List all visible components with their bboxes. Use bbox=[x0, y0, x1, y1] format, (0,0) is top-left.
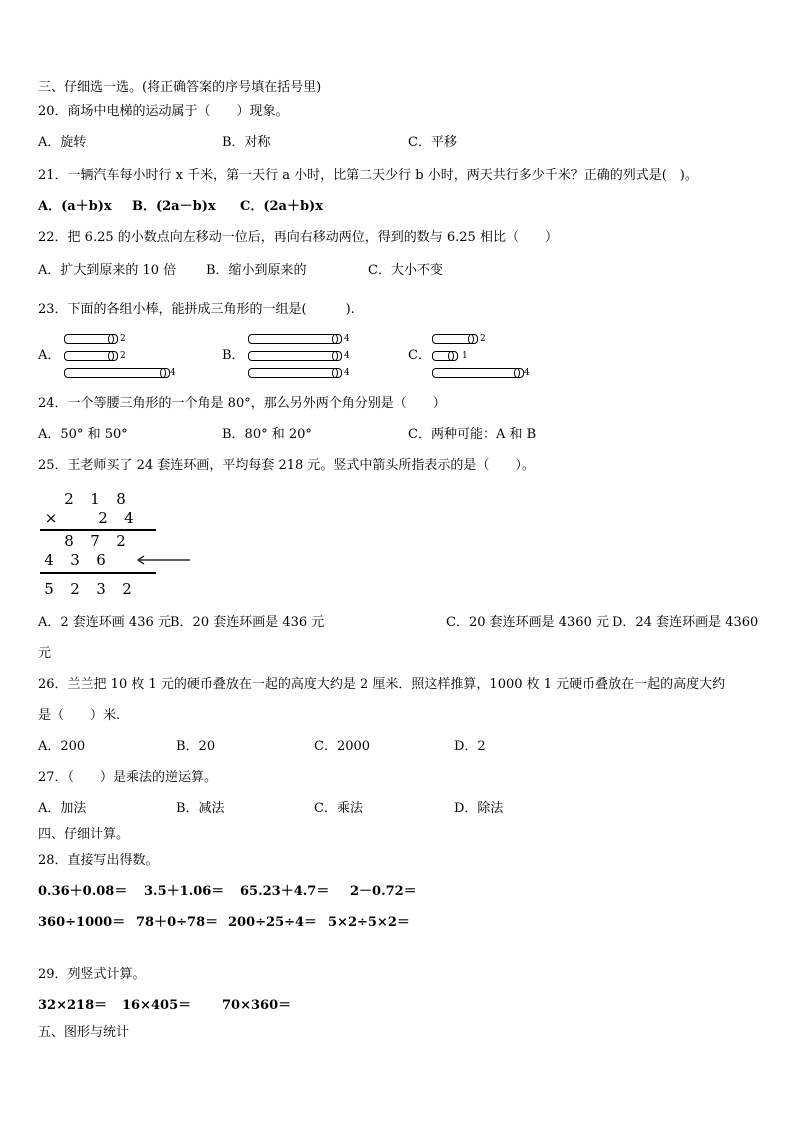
q20-option-a[interactable]: A．旋转 bbox=[38, 135, 87, 150]
stick-c3-length: 4 bbox=[524, 368, 530, 378]
q23-option-a[interactable] bbox=[38, 332, 188, 382]
q29-text: 29．列竖式计算。 bbox=[38, 967, 146, 982]
q21-option-a[interactable]: A．(a＋b)x bbox=[38, 199, 112, 214]
q28-item-6: 78＋0÷78＝ bbox=[136, 915, 219, 930]
q24-option-c[interactable]: C．两种可能：A 和 B bbox=[408, 427, 537, 442]
calc-line-2 bbox=[40, 572, 156, 574]
stick-a2-length: 2 bbox=[120, 351, 126, 361]
calc-r1-d2: 1 bbox=[90, 490, 100, 508]
calc-r5-d2: 2 bbox=[70, 580, 80, 598]
calc-line-1 bbox=[40, 529, 156, 531]
section5-title: 五、图形与统计 bbox=[38, 1025, 130, 1040]
stick-c2-length: 1 bbox=[462, 351, 468, 361]
calc-r3-d3: 2 bbox=[116, 532, 126, 550]
q22-option-a[interactable]: A．扩大到原来的 10 倍 bbox=[38, 263, 177, 278]
stick-c1 bbox=[432, 334, 478, 344]
section4-title: 四、仔细计算。 bbox=[38, 827, 130, 842]
calc-r2-d1: 2 bbox=[98, 509, 108, 527]
q28-item-2: 3.5＋1.06＝ bbox=[144, 884, 225, 899]
q26-option-c[interactable]: C．2000 bbox=[314, 739, 371, 754]
q28-item-4: 2－0.72＝ bbox=[350, 884, 417, 899]
q20-option-b[interactable]: B．对称 bbox=[222, 135, 271, 150]
calc-r3-d1: 8 bbox=[64, 532, 74, 550]
q21-option-c[interactable]: C．(2a＋b)x bbox=[240, 199, 323, 214]
q28-item-1: 0.36＋0.08＝ bbox=[38, 884, 128, 899]
stick-a1-length: 2 bbox=[120, 334, 126, 344]
calc-r4-d2: 3 bbox=[70, 551, 80, 569]
arrow-icon bbox=[134, 554, 192, 566]
stick-b2-length: 4 bbox=[344, 351, 350, 361]
stick-b1 bbox=[248, 334, 342, 344]
q25-option-a[interactable]: A．2 套连环画 436 元 bbox=[38, 615, 171, 630]
q23-option-a-label: A． bbox=[38, 348, 61, 363]
q20-text: 20．商场中电梯的运动属于（ ）现象。 bbox=[38, 104, 289, 119]
q21-option-b[interactable]: B．(2a－b)x bbox=[132, 199, 216, 214]
q23-text: 23．下面的各组小棒，能拼成三角形的一组是( ). bbox=[38, 302, 355, 317]
q25-option-c[interactable]: C．20 套连环画是 4360 元 bbox=[446, 615, 609, 630]
q26-text-2: 是（ ）米. bbox=[38, 708, 121, 723]
q27-option-c[interactable]: C．乘法 bbox=[314, 801, 363, 816]
stick-a2 bbox=[64, 351, 118, 361]
stick-a3 bbox=[64, 368, 170, 378]
calc-r4-d1: 4 bbox=[44, 551, 54, 569]
stick-a3-length: 4 bbox=[170, 368, 176, 378]
q23-option-b-label: B． bbox=[222, 348, 245, 363]
q22-option-b[interactable]: B．缩小到原来的 bbox=[206, 263, 307, 278]
q26-text: 26．兰兰把 10 枚 1 元的硬币叠放在一起的高度大约是 2 厘米．照这样推算，1000 枚 1 元硬币叠放在一起的高度大约 bbox=[38, 677, 726, 692]
section3-title: 三、仔细选一选。(将正确答案的序号填在括号里) bbox=[38, 80, 322, 95]
q29-item-3: 70×360＝ bbox=[222, 998, 292, 1013]
q21-text: 21．一辆汽车每小时行 x 千米，第一天行 a 小时，比第二天少行 b 小时，两天共行多少千米？正确的列式是( )。 bbox=[38, 168, 698, 183]
q27-text: 27．（ ）是乘法的逆运算。 bbox=[38, 770, 218, 785]
q28-text: 28．直接写出得数。 bbox=[38, 853, 159, 868]
calc-multiply-sign: × bbox=[44, 509, 58, 527]
q28-item-8: 5×2÷5×2＝ bbox=[328, 915, 410, 930]
calc-r2-d2: 4 bbox=[124, 509, 134, 527]
q28-item-7: 200÷25÷4＝ bbox=[228, 915, 318, 930]
q25-option-d[interactable]: D．24 套连环画是 4360 bbox=[612, 615, 759, 630]
stick-b1-length: 4 bbox=[344, 334, 350, 344]
stick-c1-length: 2 bbox=[480, 334, 486, 344]
q22-text: 22．把 6.25 的小数点向左移动一位后，再向右移动两位，得到的数与 6.25 相比（ ） bbox=[38, 230, 558, 245]
calc-r1-d3: 8 bbox=[116, 490, 126, 508]
q25-option-b[interactable]: B．20 套连环画是 436 元 bbox=[170, 615, 325, 630]
q29-item-2: 16×405＝ bbox=[122, 998, 192, 1013]
calc-r5-d1: 5 bbox=[44, 580, 54, 598]
q25-text: 25．王老师买了 24 套连环画，平均每套 218 元。竖式中箭头所指表示的是（ ）。 bbox=[38, 458, 535, 473]
calc-r1-d1: 2 bbox=[64, 490, 74, 508]
q24-option-a[interactable]: A．50° 和 50° bbox=[38, 427, 128, 442]
q25-option-tail: 元 bbox=[38, 646, 52, 661]
q22-option-c[interactable]: C．大小不变 bbox=[368, 263, 443, 278]
q28-item-5: 360÷1000＝ bbox=[38, 915, 126, 930]
stick-a1 bbox=[64, 334, 118, 344]
q26-option-b[interactable]: B．20 bbox=[176, 739, 216, 754]
q24-text: 24．一个等腰三角形的一个角是 80°，那么另外两个角分别是（ ） bbox=[38, 396, 446, 411]
calc-r3-d2: 7 bbox=[90, 532, 100, 550]
q23-option-c-label: C． bbox=[408, 348, 431, 363]
calc-r5-d4: 2 bbox=[122, 580, 132, 598]
q27-option-d[interactable]: D．除法 bbox=[454, 801, 504, 816]
q28-item-3: 65.23＋4.7＝ bbox=[240, 884, 330, 899]
stick-c3 bbox=[432, 368, 524, 378]
q27-option-a[interactable]: A．加法 bbox=[38, 801, 87, 816]
q20-option-c[interactable]: C．平移 bbox=[408, 135, 457, 150]
stick-b2 bbox=[248, 351, 342, 361]
vertical-calculation bbox=[0, 488, 200, 600]
q29-item-1: 32×218＝ bbox=[38, 998, 108, 1013]
q26-option-a[interactable]: A．200 bbox=[38, 739, 86, 754]
q23-option-c[interactable] bbox=[408, 332, 548, 382]
calc-r5-d3: 3 bbox=[96, 580, 106, 598]
q26-option-d[interactable]: D．2 bbox=[454, 739, 486, 754]
calc-r4-d3: 6 bbox=[96, 551, 106, 569]
stick-c2 bbox=[432, 351, 458, 361]
stick-b3-length: 4 bbox=[344, 368, 350, 378]
stick-b3 bbox=[248, 368, 342, 378]
q23-option-b[interactable] bbox=[222, 332, 362, 382]
q27-option-b[interactable]: B．减法 bbox=[176, 801, 225, 816]
q24-option-b[interactable]: B．80° 和 20° bbox=[222, 427, 312, 442]
